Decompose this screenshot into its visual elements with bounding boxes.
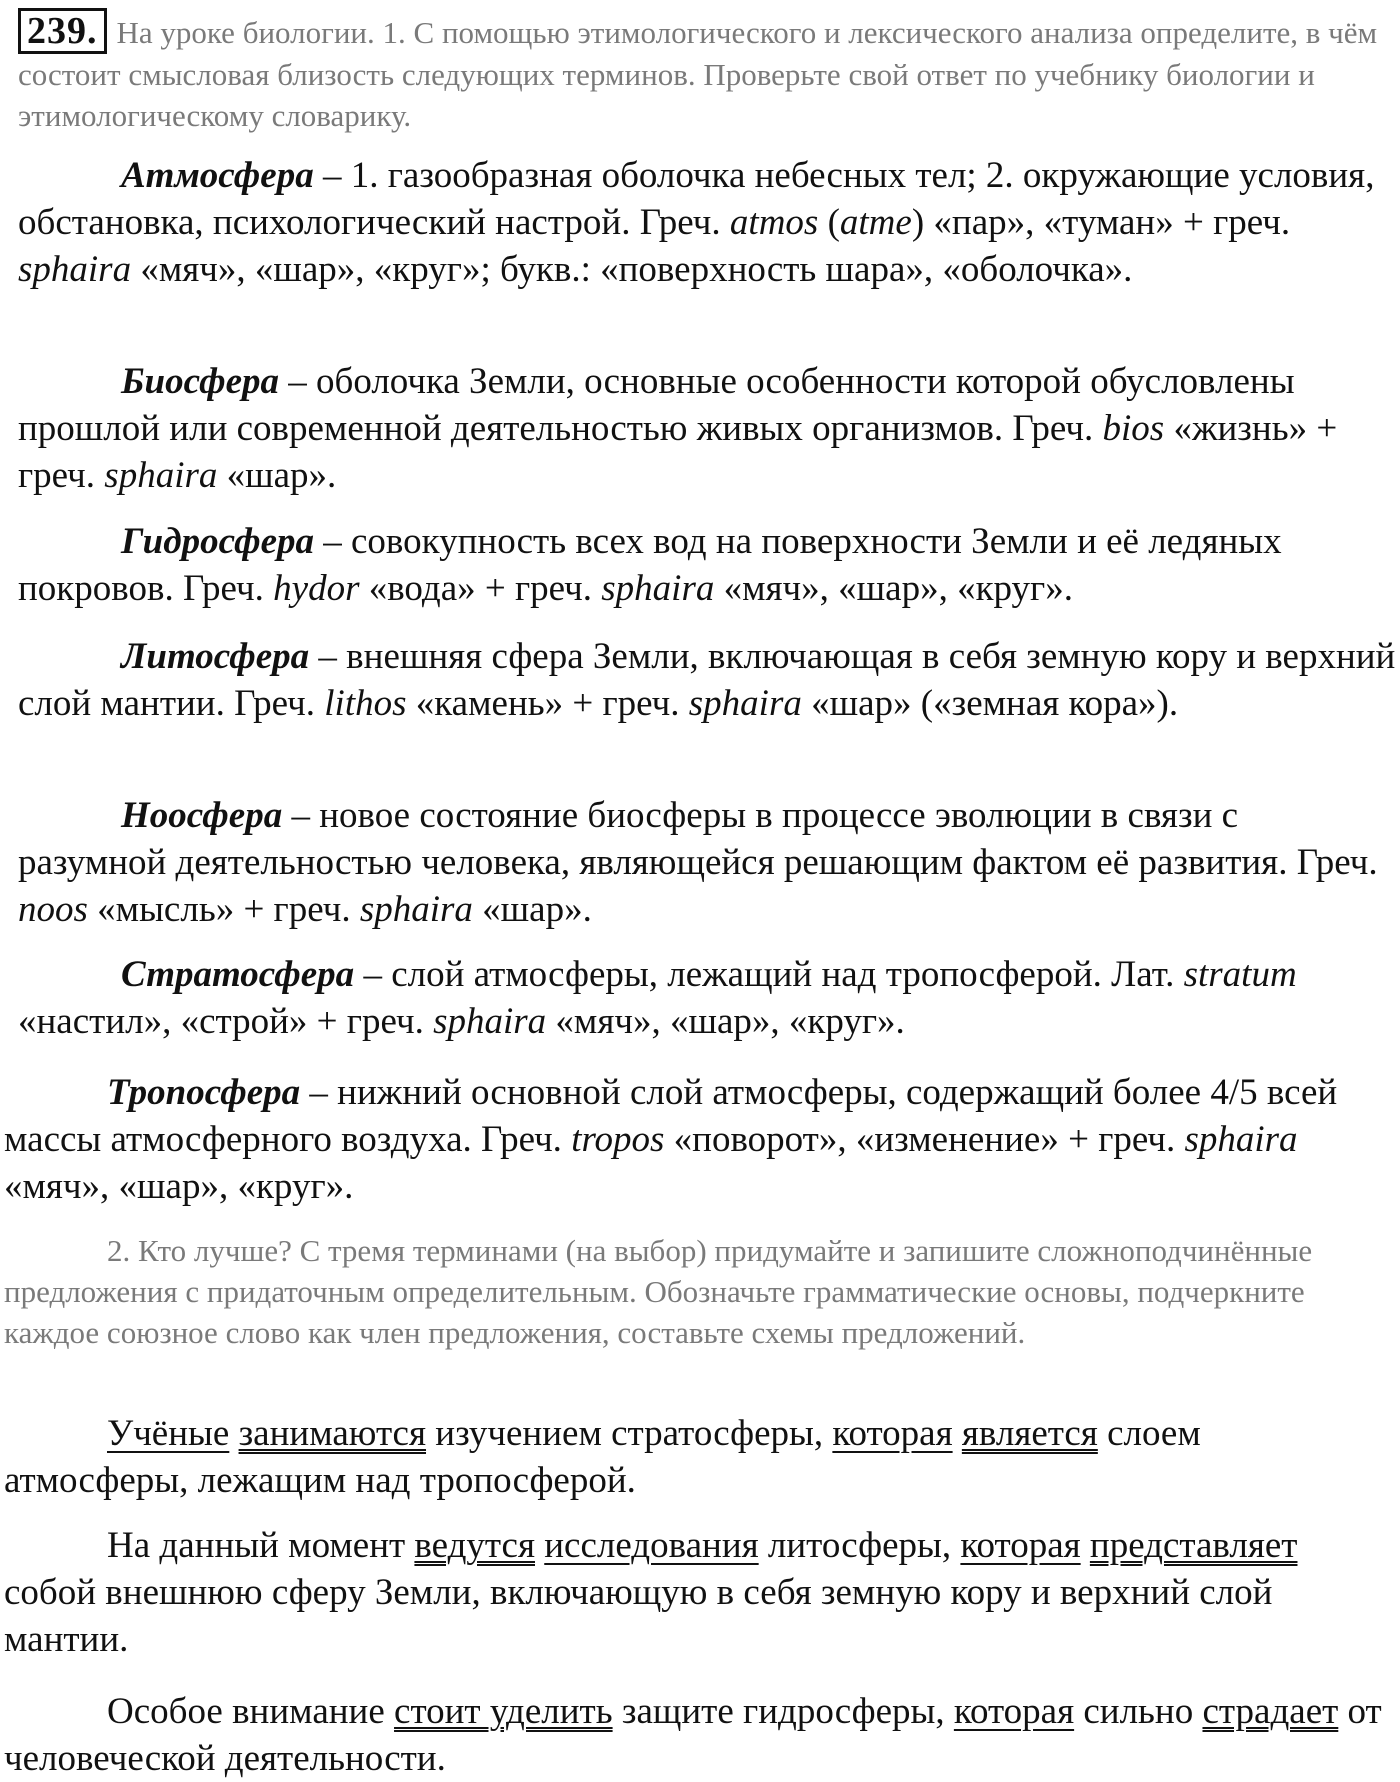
definition-text: «шар» («земная кора»). bbox=[801, 683, 1179, 724]
definition-text: ) «пар», «туман» + греч. bbox=[911, 202, 1291, 243]
etymon: sphaira bbox=[104, 455, 218, 496]
etymon: sphaira bbox=[18, 249, 132, 290]
definition-text: «жизнь» + греч. bbox=[18, 408, 1338, 496]
predicate: страдает bbox=[1202, 1691, 1339, 1732]
etymon: noos bbox=[18, 889, 88, 930]
task-instruction-part2 bbox=[4, 1230, 1384, 1353]
predicate: занимаются bbox=[238, 1413, 427, 1454]
definition-text: «мысль» + греч. bbox=[87, 889, 360, 930]
definition-text: «шар». bbox=[217, 455, 337, 496]
definition-text: «шар». bbox=[472, 889, 592, 930]
predicate: ведутся bbox=[414, 1525, 535, 1566]
predicate: является bbox=[961, 1413, 1098, 1454]
etymon: sphaira bbox=[688, 683, 802, 724]
term: Атмосфера bbox=[121, 155, 314, 196]
definition-text: «мяч», «шар», «круг». bbox=[546, 1001, 905, 1042]
sentence-text: изучением стратосферы, bbox=[426, 1413, 833, 1454]
etymon: hydor bbox=[273, 568, 360, 609]
definition-text: «мяч», «шар», «круг». bbox=[714, 568, 1073, 609]
definition-atmosfera bbox=[18, 152, 1393, 293]
definition-text: «мяч», «шар», «круг»; букв.: «поверхность шара», «оболочка». bbox=[131, 249, 1133, 290]
task-instruction-part1 bbox=[18, 8, 1393, 136]
sentence-text: защите гидросферы, bbox=[612, 1691, 954, 1732]
subject: Учёные bbox=[107, 1413, 230, 1454]
term: Тропосфера bbox=[107, 1072, 301, 1113]
sentence-text: сильно bbox=[1074, 1691, 1203, 1732]
definition-stratosfera bbox=[18, 951, 1393, 1045]
sentence-text: от человеческой деятельности. bbox=[4, 1691, 1382, 1779]
definition-text: «настил», «строй» + греч. bbox=[18, 1001, 434, 1042]
definition-litosfera bbox=[18, 633, 1400, 727]
sentence-text: Особое внимание bbox=[107, 1691, 395, 1732]
definition-text: – слой атмосферы, лежащий над тропосферой. Лат. bbox=[354, 954, 1184, 995]
etymon: lithos bbox=[324, 683, 407, 724]
task-text: На уроке биологии. 1. С помощью этимологического и лексического анализа определите, в чём состоит смысловая близость следующих терминов. Проверьте свой ответ по учебнику биологии и этимологическому словарику. bbox=[18, 15, 1378, 133]
definition-text: – новое состояние биосферы в процессе эволюции в связи с разумной деятельностью человека, являющейся решающим фактом её развития. Греч. bbox=[18, 795, 1378, 883]
etymon: sphaira bbox=[359, 889, 473, 930]
etymon: sphaira bbox=[433, 1001, 547, 1042]
sentence-text: литосферы, bbox=[758, 1525, 961, 1566]
definition-text: – 1. газообразная оболочка небесных тел; 2. окружающие условия, обстановка, психологический настрой. Греч. bbox=[18, 155, 1375, 243]
etymon: sphaira bbox=[601, 568, 715, 609]
definition-troposfera bbox=[4, 1069, 1394, 1210]
term: Литосфера bbox=[121, 636, 310, 677]
definition-gidrosfera bbox=[18, 518, 1393, 612]
definition-text: «мяч», «шар», «круг». bbox=[4, 1166, 354, 1207]
etymon: bios bbox=[1102, 408, 1165, 449]
example-sentence-1 bbox=[4, 1410, 1389, 1504]
definition-text: – оболочка Земли, основные особенности которой обусловлены прошлой или современной деятельностью живых организмов. Греч. bbox=[18, 361, 1295, 449]
etymon: atmos bbox=[729, 202, 819, 243]
sentence-text bbox=[535, 1525, 544, 1566]
sentence-text bbox=[953, 1413, 962, 1454]
definition-text: – нижний основной слой атмосферы, содержащий более 4/5 всей массы атмосферного воздуха. Греч. bbox=[4, 1072, 1338, 1160]
term: Стратосфера bbox=[121, 954, 355, 995]
sentence-text: слоем атмосферы, лежащим над тропосферой. bbox=[4, 1413, 1201, 1501]
etymon: sphaira bbox=[1184, 1119, 1298, 1160]
definition-biosfera bbox=[18, 358, 1393, 499]
sentence-text: собой внешнюю сферу Земли, включающую в себя земную кору и верхний слой мантии. bbox=[4, 1572, 1273, 1660]
subject: исследования bbox=[544, 1525, 759, 1566]
task-text: 2. Кто лучше? С тремя терминами (на выбор) придумайте и запишите сложноподчинённые предложения с придаточным определительным. Обозначьте грамматические основы, подчеркните каждое союзное слово как член предложения, составьте схемы предложений. bbox=[4, 1233, 1313, 1350]
sentence-text bbox=[229, 1413, 238, 1454]
definition-text: – внешняя сфера Земли, включающая в себя земную кору и верхний слой мантии. Греч. bbox=[18, 636, 1396, 724]
etymon: tropos bbox=[571, 1119, 665, 1160]
definition-text: – совокупность всех вод на поверхности Земли и её ледяных покровов. Греч. bbox=[18, 521, 1282, 609]
term: Ноосфера bbox=[121, 795, 283, 836]
predicate: стоит уделить bbox=[394, 1691, 613, 1732]
sentence-text: На данный момент bbox=[107, 1525, 415, 1566]
definition-noosfera bbox=[18, 792, 1393, 933]
definition-text: «камень» + греч. bbox=[406, 683, 689, 724]
subject-relative-word: которая bbox=[832, 1413, 953, 1454]
term: Гидросфера bbox=[121, 521, 314, 562]
example-sentence-3 bbox=[4, 1688, 1389, 1782]
task-number: 239. bbox=[18, 8, 107, 54]
subject-relative-word: которая bbox=[960, 1525, 1081, 1566]
definition-text: «вода» + греч. bbox=[359, 568, 602, 609]
definition-text: «поворот», «изменение» + греч. bbox=[664, 1119, 1185, 1160]
sentence-text bbox=[1081, 1525, 1090, 1566]
definition-text: ( bbox=[818, 202, 840, 243]
etymon: atme bbox=[839, 202, 912, 243]
subject-relative-word: которая bbox=[953, 1691, 1075, 1732]
term: Биосфера bbox=[121, 361, 279, 402]
example-sentence-2 bbox=[4, 1522, 1389, 1663]
etymon: stratum bbox=[1183, 954, 1297, 995]
predicate: представляет bbox=[1089, 1525, 1298, 1566]
